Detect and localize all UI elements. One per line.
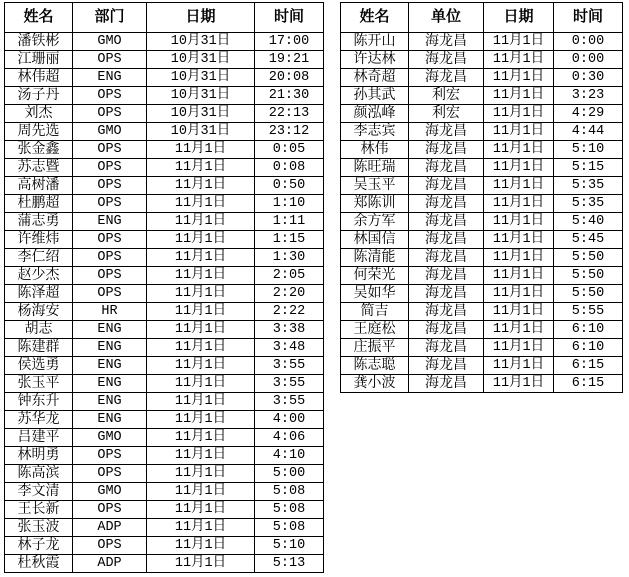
date-cell: 11月1日 [147, 483, 255, 501]
date-cell: 11月1日 [484, 267, 554, 285]
date-cell: 11月1日 [484, 249, 554, 267]
table-row [341, 357, 623, 375]
time-cell: 5:50 [554, 285, 623, 303]
date-cell: 11月1日 [147, 429, 255, 447]
contractor-table-body [341, 33, 623, 393]
time-cell: 5:35 [554, 195, 623, 213]
dept-cell: OPS [73, 51, 147, 69]
table-row [5, 123, 324, 141]
time-cell: 0:00 [554, 33, 623, 51]
unit-cell: 海龙昌 [409, 249, 484, 267]
name-cell: 庄振平 [341, 339, 409, 357]
time-cell: 5:35 [554, 177, 623, 195]
table-row [5, 267, 324, 285]
time-cell: 3:48 [255, 339, 324, 357]
unit-cell: 海龙昌 [409, 375, 484, 393]
date-cell: 11月1日 [484, 33, 554, 51]
name-cell: 许维炜 [5, 231, 73, 249]
time-cell: 4:29 [554, 105, 623, 123]
unit-cell: 海龙昌 [409, 267, 484, 285]
date-cell: 10月31日 [147, 51, 255, 69]
unit-cell: 海龙昌 [409, 213, 484, 231]
staff-schedule-table [4, 2, 324, 573]
unit-cell: 海龙昌 [409, 231, 484, 249]
date-cell: 10月31日 [147, 105, 255, 123]
date-cell: 10月31日 [147, 123, 255, 141]
name-cell: 李志宾 [341, 123, 409, 141]
unit-cell: 海龙昌 [409, 195, 484, 213]
dept-cell: ENG [73, 375, 147, 393]
time-cell: 0:08 [255, 159, 324, 177]
date-cell: 11月1日 [484, 285, 554, 303]
name-cell: 陈开山 [341, 33, 409, 51]
table-row [341, 213, 623, 231]
time-cell: 5:08 [255, 483, 324, 501]
date-cell: 10月31日 [147, 87, 255, 105]
table-row [5, 51, 324, 69]
name-cell: 苏志暨 [5, 159, 73, 177]
date-cell: 11月1日 [147, 393, 255, 411]
unit-cell: 海龙昌 [409, 321, 484, 339]
header-name: 姓名 [341, 3, 409, 33]
time-cell: 2:05 [255, 267, 324, 285]
table-row [5, 483, 324, 501]
header-name: 姓名 [5, 3, 73, 33]
dept-cell: ENG [73, 69, 147, 87]
time-cell: 5:08 [255, 519, 324, 537]
date-cell: 11月1日 [484, 375, 554, 393]
header-date: 日期 [484, 3, 554, 33]
name-cell: 杜秋霞 [5, 555, 73, 573]
time-cell: 4:10 [255, 447, 324, 465]
table-row [341, 33, 623, 51]
time-cell: 5:13 [255, 555, 324, 573]
date-cell: 11月1日 [484, 51, 554, 69]
name-cell: 吴玉平 [341, 177, 409, 195]
name-cell: 龚小波 [341, 375, 409, 393]
name-cell: 许达林 [341, 51, 409, 69]
date-cell: 10月31日 [147, 69, 255, 87]
dept-cell: GMO [73, 33, 147, 51]
time-cell: 3:55 [255, 375, 324, 393]
unit-cell: 海龙昌 [409, 141, 484, 159]
date-cell: 11月1日 [147, 285, 255, 303]
unit-cell: 海龙昌 [409, 159, 484, 177]
time-cell: 5:08 [255, 501, 324, 519]
time-cell: 5:55 [554, 303, 623, 321]
table-row [341, 231, 623, 249]
date-cell: 11月1日 [147, 501, 255, 519]
table-row [341, 321, 623, 339]
table-row [341, 69, 623, 87]
unit-cell: 海龙昌 [409, 123, 484, 141]
time-cell: 3:55 [255, 393, 324, 411]
time-cell: 3:23 [554, 87, 623, 105]
date-cell: 11月1日 [484, 231, 554, 249]
date-cell: 11月1日 [147, 411, 255, 429]
date-cell: 11月1日 [147, 519, 255, 537]
name-cell: 汤子丹 [5, 87, 73, 105]
dept-cell: OPS [73, 195, 147, 213]
header-time: 时间 [554, 3, 623, 33]
date-cell: 11月1日 [147, 537, 255, 555]
time-cell: 5:10 [554, 141, 623, 159]
date-cell: 11月1日 [147, 375, 255, 393]
time-cell: 6:15 [554, 357, 623, 375]
name-cell: 陈建群 [5, 339, 73, 357]
date-cell: 11月1日 [147, 249, 255, 267]
table-row [341, 375, 623, 393]
date-cell: 11月1日 [484, 177, 554, 195]
name-cell: 林伟超 [5, 69, 73, 87]
table-row [341, 141, 623, 159]
date-cell: 11月1日 [484, 105, 554, 123]
name-cell: 高树潘 [5, 177, 73, 195]
header-date: 日期 [147, 3, 255, 33]
time-cell: 17:00 [255, 33, 324, 51]
dept-cell: OPS [73, 267, 147, 285]
table-row [5, 33, 324, 51]
table-row [5, 285, 324, 303]
header-row [5, 3, 324, 33]
date-cell: 11月1日 [147, 141, 255, 159]
time-cell: 6:10 [554, 339, 623, 357]
table-row [341, 249, 623, 267]
dept-cell: OPS [73, 249, 147, 267]
dept-cell: ENG [73, 393, 147, 411]
name-cell: 郑陈训 [341, 195, 409, 213]
date-cell: 11月1日 [484, 321, 554, 339]
table-row [5, 393, 324, 411]
dept-cell: ENG [73, 213, 147, 231]
unit-cell: 海龙昌 [409, 177, 484, 195]
unit-cell: 海龙昌 [409, 69, 484, 87]
date-cell: 11月1日 [147, 177, 255, 195]
header-time: 时间 [255, 3, 324, 33]
name-cell: 何荣光 [341, 267, 409, 285]
name-cell: 王长新 [5, 501, 73, 519]
name-cell: 张玉波 [5, 519, 73, 537]
dept-cell: ADP [73, 555, 147, 573]
unit-cell: 海龙昌 [409, 303, 484, 321]
name-cell: 吴如华 [341, 285, 409, 303]
time-cell: 19:21 [255, 51, 324, 69]
date-cell: 11月1日 [484, 213, 554, 231]
table-row [5, 321, 324, 339]
time-cell: 20:08 [255, 69, 324, 87]
table-row [5, 555, 324, 573]
table-row [5, 69, 324, 87]
name-cell: 李文清 [5, 483, 73, 501]
time-cell: 0:05 [255, 141, 324, 159]
time-cell: 0:30 [554, 69, 623, 87]
dept-cell: ENG [73, 357, 147, 375]
time-cell: 1:30 [255, 249, 324, 267]
time-cell: 5:10 [255, 537, 324, 555]
name-cell: 杜鹏超 [5, 195, 73, 213]
dept-cell: OPS [73, 231, 147, 249]
time-cell: 1:15 [255, 231, 324, 249]
time-cell: 4:06 [255, 429, 324, 447]
time-cell: 6:15 [554, 375, 623, 393]
table-row [5, 159, 324, 177]
name-cell: 余方军 [341, 213, 409, 231]
name-cell: 林明勇 [5, 447, 73, 465]
time-cell: 3:55 [255, 357, 324, 375]
time-cell: 3:38 [255, 321, 324, 339]
unit-cell: 海龙昌 [409, 357, 484, 375]
name-cell: 陈泽超 [5, 285, 73, 303]
date-cell: 11月1日 [484, 195, 554, 213]
table-row [5, 231, 324, 249]
name-cell: 张玉平 [5, 375, 73, 393]
unit-cell: 利宏 [409, 87, 484, 105]
name-cell: 林伟 [341, 141, 409, 159]
time-cell: 5:15 [554, 159, 623, 177]
dept-cell: GMO [73, 429, 147, 447]
time-cell: 4:00 [255, 411, 324, 429]
table-row [341, 195, 623, 213]
table-row [341, 123, 623, 141]
date-cell: 11月1日 [147, 465, 255, 483]
date-cell: 11月1日 [147, 213, 255, 231]
name-cell: 江珊丽 [5, 51, 73, 69]
unit-cell: 利宏 [409, 105, 484, 123]
date-cell: 11月1日 [484, 357, 554, 375]
dept-cell: OPS [73, 87, 147, 105]
dept-cell: OPS [73, 105, 147, 123]
dept-cell: OPS [73, 537, 147, 555]
name-cell: 胡志 [5, 321, 73, 339]
table-row [5, 537, 324, 555]
name-cell: 简吉 [341, 303, 409, 321]
name-cell: 林子龙 [5, 537, 73, 555]
date-cell: 11月1日 [484, 141, 554, 159]
time-cell: 0:00 [554, 51, 623, 69]
dept-cell: GMO [73, 483, 147, 501]
name-cell: 陈旺瑞 [341, 159, 409, 177]
date-cell: 11月1日 [147, 303, 255, 321]
dept-cell: OPS [73, 159, 147, 177]
unit-cell: 海龙昌 [409, 285, 484, 303]
dept-cell: OPS [73, 141, 147, 159]
dept-cell: HR [73, 303, 147, 321]
name-cell: 张金鑫 [5, 141, 73, 159]
table-row [5, 213, 324, 231]
date-cell: 11月1日 [147, 357, 255, 375]
time-cell: 5:50 [554, 249, 623, 267]
table-row [5, 141, 324, 159]
table-row [5, 195, 324, 213]
name-cell: 李仁绍 [5, 249, 73, 267]
dept-cell: ENG [73, 321, 147, 339]
unit-cell: 海龙昌 [409, 51, 484, 69]
table-row [341, 159, 623, 177]
name-cell: 陈志聪 [341, 357, 409, 375]
name-cell: 杨海安 [5, 303, 73, 321]
contractor-schedule-table [340, 2, 623, 393]
table-row [341, 285, 623, 303]
table-row [341, 267, 623, 285]
name-cell: 钟东升 [5, 393, 73, 411]
date-cell: 11月1日 [484, 339, 554, 357]
staff-table-body [5, 33, 324, 573]
table-row [5, 339, 324, 357]
table-row [5, 303, 324, 321]
date-cell: 11月1日 [147, 231, 255, 249]
date-cell: 11月1日 [147, 339, 255, 357]
date-cell: 11月1日 [147, 195, 255, 213]
date-cell: 11月1日 [147, 555, 255, 573]
date-cell: 11月1日 [484, 303, 554, 321]
dept-cell: ENG [73, 411, 147, 429]
dept-cell: ADP [73, 519, 147, 537]
time-cell: 4:44 [554, 123, 623, 141]
time-cell: 22:13 [255, 105, 324, 123]
header-unit: 单位 [409, 3, 484, 33]
time-cell: 2:22 [255, 303, 324, 321]
dept-cell: ENG [73, 339, 147, 357]
unit-cell: 海龙昌 [409, 33, 484, 51]
table-row [5, 357, 324, 375]
table-row [5, 519, 324, 537]
date-cell: 11月1日 [484, 87, 554, 105]
name-cell: 赵少杰 [5, 267, 73, 285]
header-dept: 部门 [73, 3, 147, 33]
date-cell: 10月31日 [147, 33, 255, 51]
table-row [341, 105, 623, 123]
table-row [5, 411, 324, 429]
table-row [5, 105, 324, 123]
date-cell: 11月1日 [147, 447, 255, 465]
table-row [5, 375, 324, 393]
time-cell: 0:50 [255, 177, 324, 195]
time-cell: 5:40 [554, 213, 623, 231]
time-cell: 5:45 [554, 231, 623, 249]
date-cell: 11月1日 [147, 159, 255, 177]
date-cell: 11月1日 [484, 159, 554, 177]
table-row [5, 177, 324, 195]
table-row [5, 447, 324, 465]
unit-cell: 海龙昌 [409, 339, 484, 357]
table-row [341, 87, 623, 105]
name-cell: 颜泓峰 [341, 105, 409, 123]
table-row [341, 303, 623, 321]
time-cell: 5:00 [255, 465, 324, 483]
header-row [341, 3, 623, 33]
dept-cell: GMO [73, 123, 147, 141]
table-row [341, 339, 623, 357]
time-cell: 1:10 [255, 195, 324, 213]
date-cell: 11月1日 [484, 69, 554, 87]
dept-cell: OPS [73, 465, 147, 483]
name-cell: 陈高滨 [5, 465, 73, 483]
table-row [341, 177, 623, 195]
time-cell: 23:12 [255, 123, 324, 141]
name-cell: 孙其武 [341, 87, 409, 105]
time-cell: 6:10 [554, 321, 623, 339]
name-cell: 苏华龙 [5, 411, 73, 429]
table-row [5, 87, 324, 105]
table-row [5, 429, 324, 447]
name-cell: 陈清能 [341, 249, 409, 267]
name-cell: 林奇超 [341, 69, 409, 87]
name-cell: 侯选勇 [5, 357, 73, 375]
name-cell: 潘铁彬 [5, 33, 73, 51]
date-cell: 11月1日 [147, 321, 255, 339]
name-cell: 周先选 [5, 123, 73, 141]
dept-cell: OPS [73, 285, 147, 303]
date-cell: 11月1日 [484, 123, 554, 141]
time-cell: 5:50 [554, 267, 623, 285]
dept-cell: OPS [73, 447, 147, 465]
time-cell: 1:11 [255, 213, 324, 231]
name-cell: 蒲志勇 [5, 213, 73, 231]
table-row [341, 51, 623, 69]
dept-cell: OPS [73, 501, 147, 519]
dept-cell: OPS [73, 177, 147, 195]
table-row [5, 465, 324, 483]
date-cell: 11月1日 [147, 267, 255, 285]
name-cell: 王庭松 [341, 321, 409, 339]
name-cell: 林国信 [341, 231, 409, 249]
table-row [5, 249, 324, 267]
table-row [5, 501, 324, 519]
name-cell: 刘杰 [5, 105, 73, 123]
name-cell: 吕建平 [5, 429, 73, 447]
time-cell: 2:20 [255, 285, 324, 303]
time-cell: 21:30 [255, 87, 324, 105]
